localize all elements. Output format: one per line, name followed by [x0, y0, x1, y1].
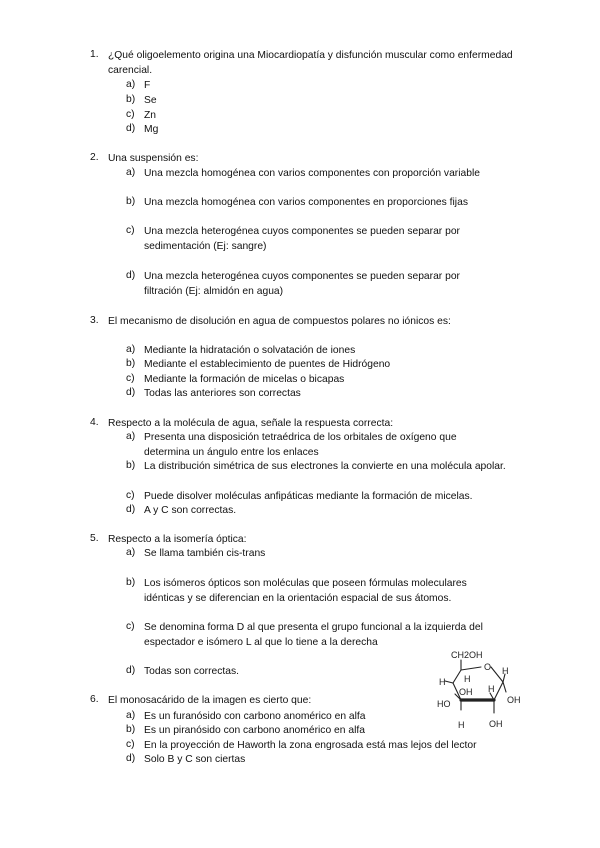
- option-text: Mediante la hidratación o solvatación de iones: [144, 345, 356, 356]
- ring-bond: [453, 670, 461, 683]
- question-text: Respecto a la molécula de agua, señale la respuesta correcta:: [108, 418, 394, 429]
- option-label: c): [126, 490, 135, 501]
- option-text: Presenta una disposición tetraédrica de los orbitales de oxígeno que determina un ángulo entre los enlaces: [144, 432, 457, 458]
- option-text: Es un furanósido con carbono anomérico en alfa: [144, 711, 366, 722]
- option-label: b): [126, 358, 136, 369]
- option-text: Zn: [144, 110, 157, 121]
- structure-label: OH: [459, 687, 473, 697]
- structure-label: H: [458, 720, 465, 730]
- option-label: c): [126, 109, 135, 120]
- option-label: a): [126, 167, 136, 178]
- option-text: Se: [144, 95, 157, 106]
- structure-label: H: [464, 674, 471, 684]
- option-text: Todas son correctas.: [144, 666, 240, 677]
- question-number: 5.: [90, 533, 99, 544]
- question-number: 2.: [90, 152, 99, 163]
- option-label: a): [126, 344, 136, 355]
- structure-label: OH: [489, 719, 503, 729]
- option-label: b): [126, 94, 136, 105]
- option-label: c): [126, 225, 135, 236]
- question-text: ¿Qué oligoelemento origina una Miocardiopatía y disfunción muscular como enfermedad carencial.: [108, 50, 513, 76]
- question-text: El mecanismo de disolución en agua de compuestos polares no iónicos es:: [108, 316, 451, 327]
- option-label: c): [126, 621, 135, 632]
- option-text: Mediante la formación de micelas o bicapas: [144, 374, 345, 385]
- option-label: d): [126, 387, 136, 398]
- question-number: 4.: [90, 417, 99, 428]
- option-text: Una mezcla homogénea con varios componentes en proporciones fijas: [144, 197, 468, 208]
- option-text: Mg: [144, 124, 159, 135]
- question-number: 6.: [90, 694, 99, 705]
- option-label: d): [126, 665, 136, 676]
- structure-label: HO: [437, 699, 451, 709]
- ring-bond: [461, 667, 481, 670]
- question-number: 3.: [90, 315, 99, 326]
- option-label: d): [126, 270, 136, 281]
- substituent-bond: [503, 682, 506, 692]
- structure-label: H: [488, 684, 495, 694]
- option-label: c): [126, 373, 135, 384]
- option-text: Solo B y C son ciertas: [144, 754, 246, 765]
- option-text: Puede disolver moléculas anfipáticas mediante la formación de micelas.: [144, 491, 473, 502]
- option-text: Es un piranósido con carbono anomérico en alfa: [144, 725, 365, 736]
- ring-bond: [494, 682, 503, 700]
- option-label: d): [126, 753, 136, 764]
- option-label: d): [126, 123, 136, 134]
- haworth-structure-drawing: [433, 648, 528, 733]
- structure-label: H: [439, 677, 446, 687]
- structure-label: H: [502, 666, 509, 676]
- option-label: a): [126, 431, 136, 442]
- option-text: Una mezcla heterogénea cuyos componentes se pueden separar por sedimentación (Ej: sangre): [144, 226, 460, 252]
- structure-label: OH: [507, 695, 521, 705]
- option-text: La distribución simétrica de sus electrones la convierte en una molécula apolar.: [144, 461, 506, 472]
- option-text: En la proyección de Haworth la zona engrosada está mas lejos del lector: [144, 740, 477, 751]
- option-text: Mediante el establecimiento de puentes de Hidrógeno: [144, 359, 391, 370]
- option-text: Los isómeros ópticos son moléculas que poseen fórmulas moleculares idénticas y se diferencian en la orientación espacial de sus átomos.: [144, 578, 467, 604]
- option-label: b): [126, 460, 136, 471]
- structure-label-ring-oxygen: O: [484, 662, 492, 672]
- substituent-bond: [445, 681, 453, 683]
- question-text: El monosacárido de la imagen es cierto que:: [108, 695, 312, 706]
- option-text: F: [144, 80, 151, 91]
- option-label: d): [126, 504, 136, 515]
- question-text: Respecto a la isomería óptica:: [108, 534, 247, 545]
- option-text: A y C son correctas.: [144, 505, 237, 516]
- structure-label-ch2oh: CH2OH: [451, 650, 483, 660]
- option-text: Una mezcla homogénea con varios componentes con proporción variable: [144, 168, 480, 179]
- option-text: Se denomina forma D al que presenta el grupo funcional a la izquierda del espectador e isómero L al que lo tiene a la derecha: [144, 622, 483, 648]
- question-number: 1.: [90, 49, 99, 60]
- option-label: a): [126, 79, 136, 90]
- option-label: b): [126, 196, 136, 207]
- option-text: Todas las anteriores son correctas: [144, 388, 301, 399]
- question-text: Una suspensión es:: [108, 153, 199, 164]
- option-label: c): [126, 739, 135, 750]
- option-label: a): [126, 547, 136, 558]
- option-label: a): [126, 710, 136, 721]
- option-label: b): [126, 724, 136, 735]
- option-text: Se llama también cis-trans: [144, 548, 266, 559]
- option-label: b): [126, 577, 136, 588]
- option-text: Una mezcla heterogénea cuyos componentes se pueden separar por filtración (Ej: almidón en agua): [144, 271, 460, 297]
